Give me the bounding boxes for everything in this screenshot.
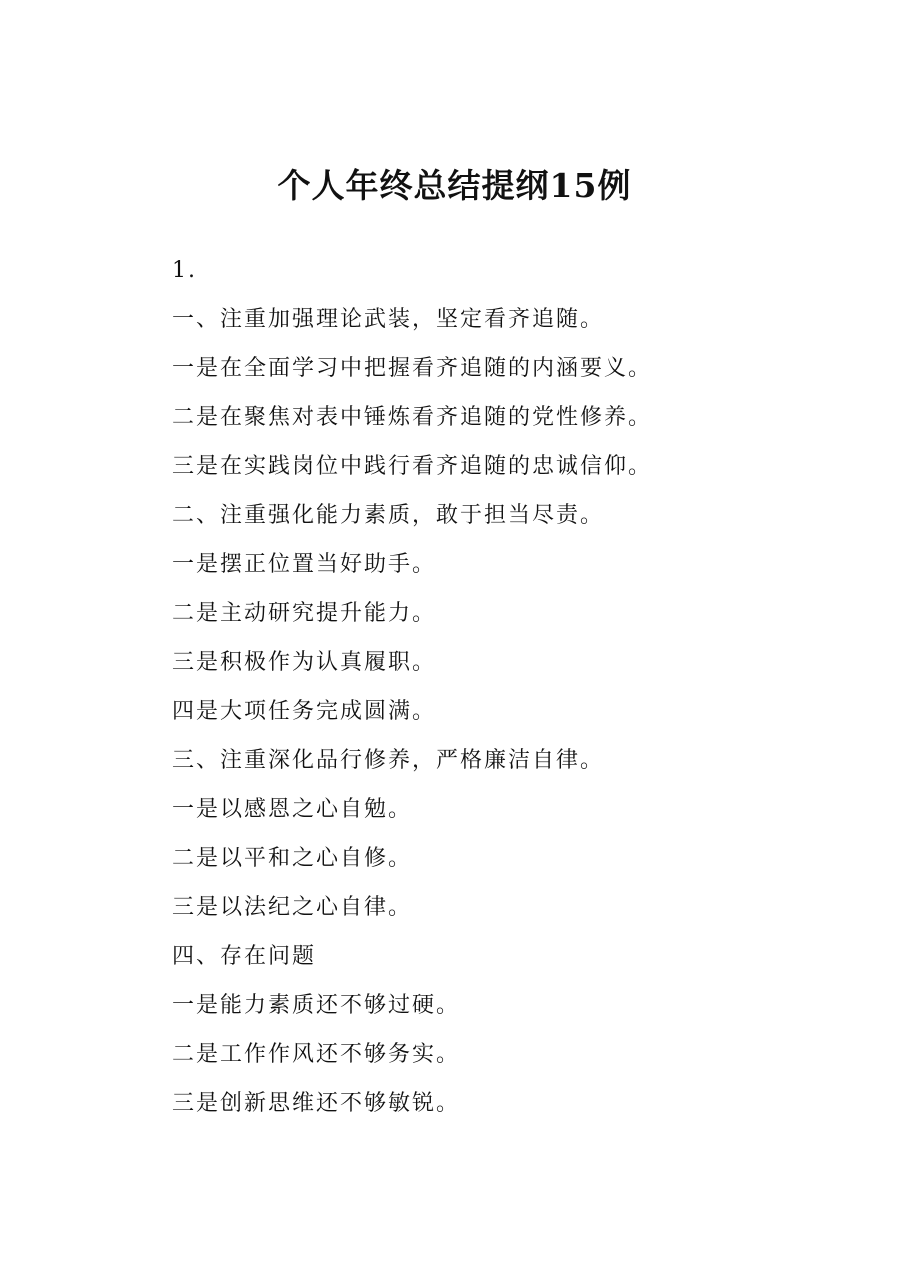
body-line: 二是主动研究提升能力。 [172, 601, 437, 626]
body-line: 一是摆正位置当好助手。 [172, 552, 437, 577]
body-line: 三是积极作为认真履职。 [172, 650, 437, 675]
body-line: 二是在聚焦对表中锤炼看齐追随的党性修养。 [172, 405, 653, 430]
heading-1: 一、注重加强理论武装，坚定看齐追随。 [172, 307, 605, 332]
section-number: 1. [172, 258, 197, 283]
body-line: 二是以平和之心自修。 [172, 846, 413, 871]
body-line: 一是能力素质还不够过硬。 [172, 993, 461, 1018]
heading-3: 三、注重深化品行修养，严格廉洁自律。 [172, 748, 605, 773]
document-body [172, 246, 872, 1128]
body-line: 三是创新思维还不够敏锐。 [172, 1091, 461, 1116]
document-title: 个人年终总结提纲15例 [277, 166, 632, 205]
heading-4: 四、存在问题 [172, 944, 317, 969]
body-line: 三是在实践岗位中践行看齐追随的忠诚信仰。 [172, 454, 653, 479]
body-line: 四是大项任务完成圆满。 [172, 699, 437, 724]
body-line: 一是在全面学习中把握看齐追随的内涵要义。 [172, 356, 653, 381]
body-line: 三是以法纪之心自律。 [172, 895, 413, 920]
heading-2: 二、注重强化能力素质，敢于担当尽责。 [172, 503, 605, 528]
body-line: 二是工作作风还不够务实。 [172, 1042, 461, 1067]
body-line: 一是以感恩之心自勉。 [172, 797, 413, 822]
